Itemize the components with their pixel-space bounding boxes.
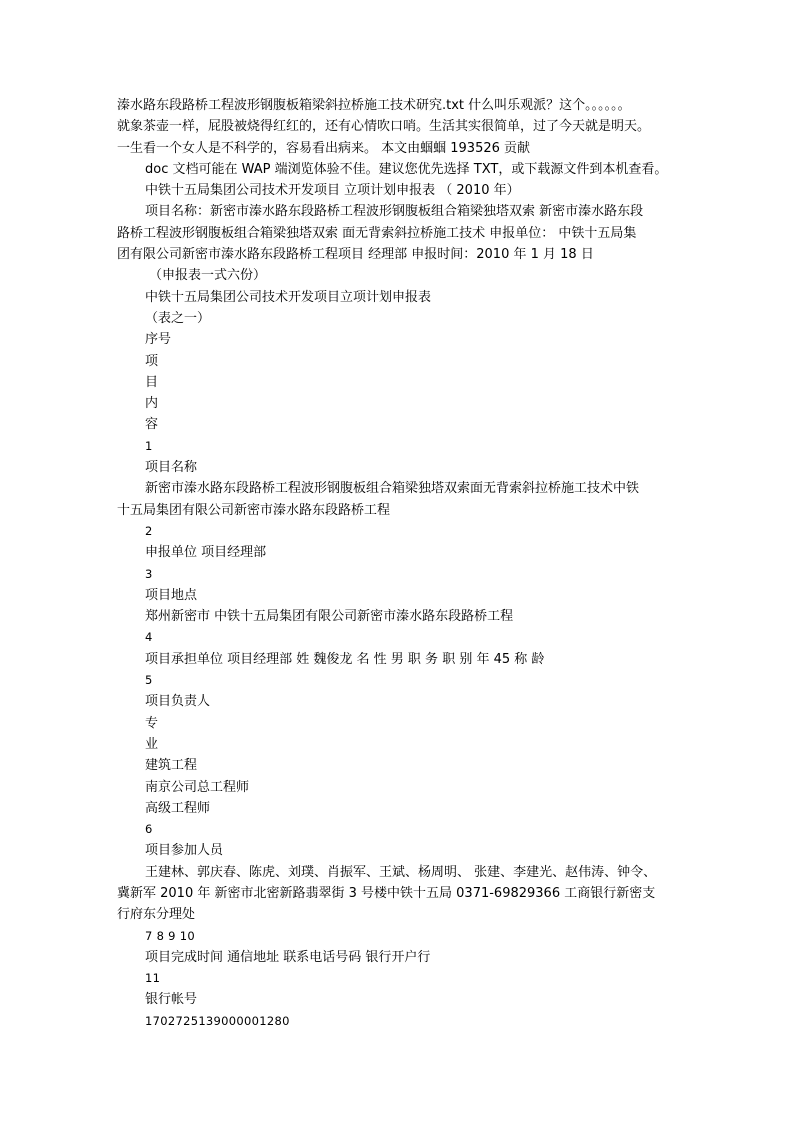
row-label-major-1: 专: [145, 715, 159, 731]
row-value-participants-1: 王建林、郭庆春、陈虎、刘璞、肖振军、王斌、杨周明、 张建、李建光、赵伟涛、钟令、: [145, 864, 657, 880]
header-seq: 序号: [145, 332, 172, 348]
header-content-1: 内: [145, 396, 159, 412]
row-label-bank-account: 银行帐号: [145, 992, 198, 1008]
row-label-leader: 项目负责人: [145, 694, 211, 710]
row-undertaking-unit: 项目承担单位 项目经理部 姓 魏俊龙 名 性 男 职 务 职 别 年 45 称 龄: [145, 651, 545, 667]
row-label-major-2: 业: [145, 736, 159, 752]
row-value-position: 南京公司总工程师: [145, 779, 250, 795]
copies-note: （申报表一式六份）: [149, 268, 267, 284]
row-number-6: 6: [145, 822, 153, 837]
document-body: [117, 95, 689, 1032]
header-item-2: 目: [145, 374, 159, 390]
row-value-project-name-1: 新密市溱水路东段路桥工程波形钢腹板组合箱梁独塔双索面无背索斜拉桥施工技术中铁: [145, 481, 640, 497]
intro-line-2: 就象茶壶一样，屁股被烧得红红的，还有心情吹口哨。生活其实很简单，过了今天就是明天。: [117, 119, 651, 135]
row-value-bank-account: 1702725139000001280: [145, 1013, 290, 1028]
form-title-line: 中铁十五局集团公司技术开发项目 立项计划申报表 （ 2010 年）: [145, 183, 520, 199]
project-name-line-1: 项目名称：新密市溱水路东段路桥工程波形钢腹板组合箱梁独塔双索 新密市溱水路东段: [145, 204, 644, 220]
intro-line-1: 溱水路东段路桥工程波形钢腹板箱梁斜拉桥施工技术研究.txt 什么叫乐观派？这个。。。。。。: [117, 98, 631, 113]
row-value-participants-2: 冀新军 2010 年 新密市北密新路翡翠街 3 号楼中铁十五局 0371-69829366 工商银行新密支: [117, 885, 656, 901]
row-label-location: 项目地点: [145, 587, 198, 603]
row-label-participants: 项目参加人员: [145, 843, 224, 859]
header-item-1: 项: [145, 353, 159, 369]
row-value-location: 郑州新密市 中铁十五局集团有限公司新密市溱水路东段路桥工程: [145, 609, 514, 625]
row-value-project-name-2: 十五局集团有限公司新密市溱水路东段路桥工程: [117, 502, 391, 518]
row-value-participants-3: 行府东分理处: [117, 907, 196, 923]
intro-line-3: 一生看一个女人是不科学的，容易看出病来。 本文由蝈蝈 193526 贡献: [117, 140, 531, 156]
row-number-11: 11: [145, 971, 161, 986]
row-value-title: 高级工程师: [145, 800, 211, 816]
header-content-2: 容: [145, 417, 159, 433]
row-number-1: 1: [145, 438, 153, 453]
row-number-3: 3: [145, 566, 153, 581]
project-name-line-2: 路桥工程波形钢腹板组合箱梁独塔双索 面无背索斜拉桥施工技术 申报单位： 中铁十五局集: [117, 225, 637, 241]
table-subtitle: （表之一）: [145, 310, 211, 326]
row-value-major: 建筑工程: [145, 758, 198, 774]
project-name-line-3: 团有限公司新密市溱水路东段路桥工程项目 经理部 申报时间：2010 年 1 月 18 日: [117, 247, 594, 263]
row-number-2: 2: [145, 523, 153, 538]
doc-notice-line: doc 文档可能在 WAP 端浏览体验不佳。建议您优先选择 TXT，或下载源文件到本机查看。: [145, 161, 668, 177]
row-label-project-name: 项目名称: [145, 460, 198, 476]
row-applicant: 申报单位 项目经理部: [145, 545, 267, 561]
row-number-5: 5: [145, 673, 153, 688]
table-title: 中铁十五局集团公司技术开发项目立项计划申报表: [145, 289, 432, 305]
row-number-4: 4: [145, 630, 153, 645]
row-numbers-7-10: 7 8 9 10: [145, 928, 195, 943]
row-labels-7-10: 项目完成时间 通信地址 联系电话号码 银行开户行: [145, 949, 431, 965]
